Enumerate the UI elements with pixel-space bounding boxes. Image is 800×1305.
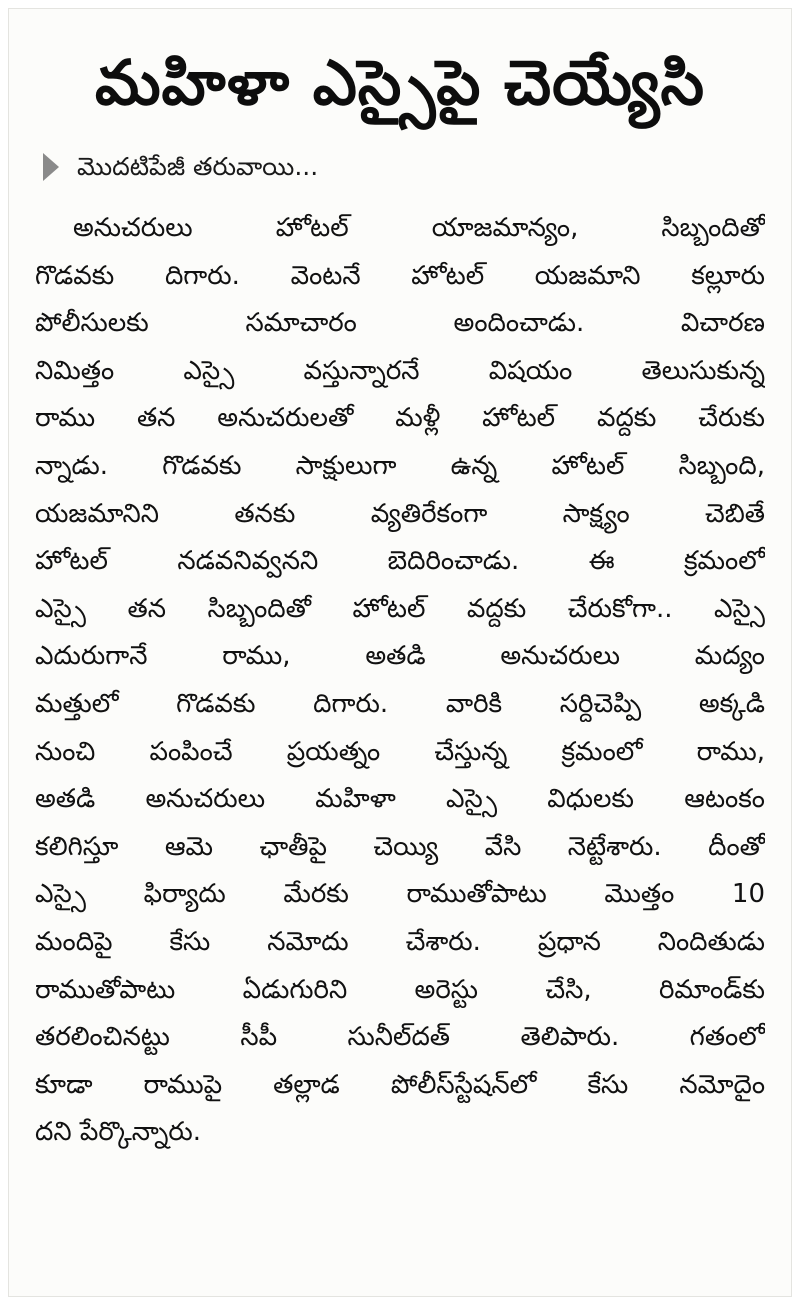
article-line: తరలించినట్టు సీపీ సునీల్‌దత్ తెలిపారు. గతంలో — [35, 1022, 765, 1053]
article-line: రాము తన అనుచరులతో మళ్లీ హోటల్ వద్దకు చేరుకు — [35, 403, 765, 434]
article-line: ఎదురుగానే రాము, అతడి అనుచరులు మద్యం — [35, 641, 765, 672]
article-line: అతడి అనుచరులు మహిళా ఎస్సై విధులకు ఆటంకం — [35, 784, 765, 815]
continuation-marker — [43, 149, 318, 185]
newspaper-clipping — [8, 8, 792, 1297]
article-line: యజమానిని తనకు వ్యతిరేకంగా సాక్ష్యం చెబితే — [35, 498, 765, 529]
article-line: కలిగిస్తూ ఆమె ఛాతీపై చెయ్యి వేసి నెట్టేశారు. దీంతో — [35, 831, 765, 862]
chevron-right-icon — [43, 153, 59, 181]
article-body — [35, 205, 765, 1157]
article-line: పోలీసులకు సమాచారం అందించాడు. విచారణ — [35, 308, 765, 339]
article-line: మత్తులో గొడవకు దిగారు. వారికి సర్దిచెప్పి అక్కడి — [35, 688, 765, 719]
article-line: న్నాడు. గొడవకు సాక్షులుగా ఉన్న హోటల్ సిబ్బంది, — [35, 450, 765, 481]
article-line: అనుచరులు హోటల్ యాజమాన్యం, సిబ్బందితో — [73, 213, 765, 243]
article-line: దని పేర్కొన్నారు. — [35, 1117, 202, 1148]
continuation-label: మొదటిపేజీ తరువాయి... — [77, 152, 319, 181]
article-line: మందిపై కేసు నమోదు చేశారు. ప్రధాన నిందితుడు — [35, 926, 765, 957]
article-line: గొడవకు దిగారు. వెంటనే హోటల్ యజమాని కల్లూరు — [35, 260, 765, 291]
article-line: నుంచి పంపించే ప్రయత్నం చేస్తున్న క్రమంలో రాము, — [35, 736, 765, 767]
article-line: రాముతోపాటు ఏడుగురిని అరెస్టు చేసి, రిమాండ్‌కు — [35, 974, 765, 1005]
article-line: ఎస్సై తన సిబ్బందితో హోటల్ వద్దకు చేరుకోగా.. ఎస్సై — [35, 593, 765, 624]
article-line: కూడా రాముపై తల్లాడ పోలీస్‌స్టేషన్‌లో కేసు నమోదైం — [35, 1069, 765, 1100]
article-line: నిమిత్తం ఎస్సై వస్తున్నారనే విషయం తెలుసుకున్న — [35, 355, 765, 386]
article-line: హోటల్ నడవనివ్వనని బెదిరించాడు. ఈ క్రమంలో — [35, 546, 765, 577]
headline: మహిళా ఎస్సైపై చెయ్యేసి — [94, 46, 706, 119]
article-line: ఎస్సై ఫిర్యాదు మేరకు రాముతోపాటు మొత్తం 10 — [35, 879, 765, 910]
